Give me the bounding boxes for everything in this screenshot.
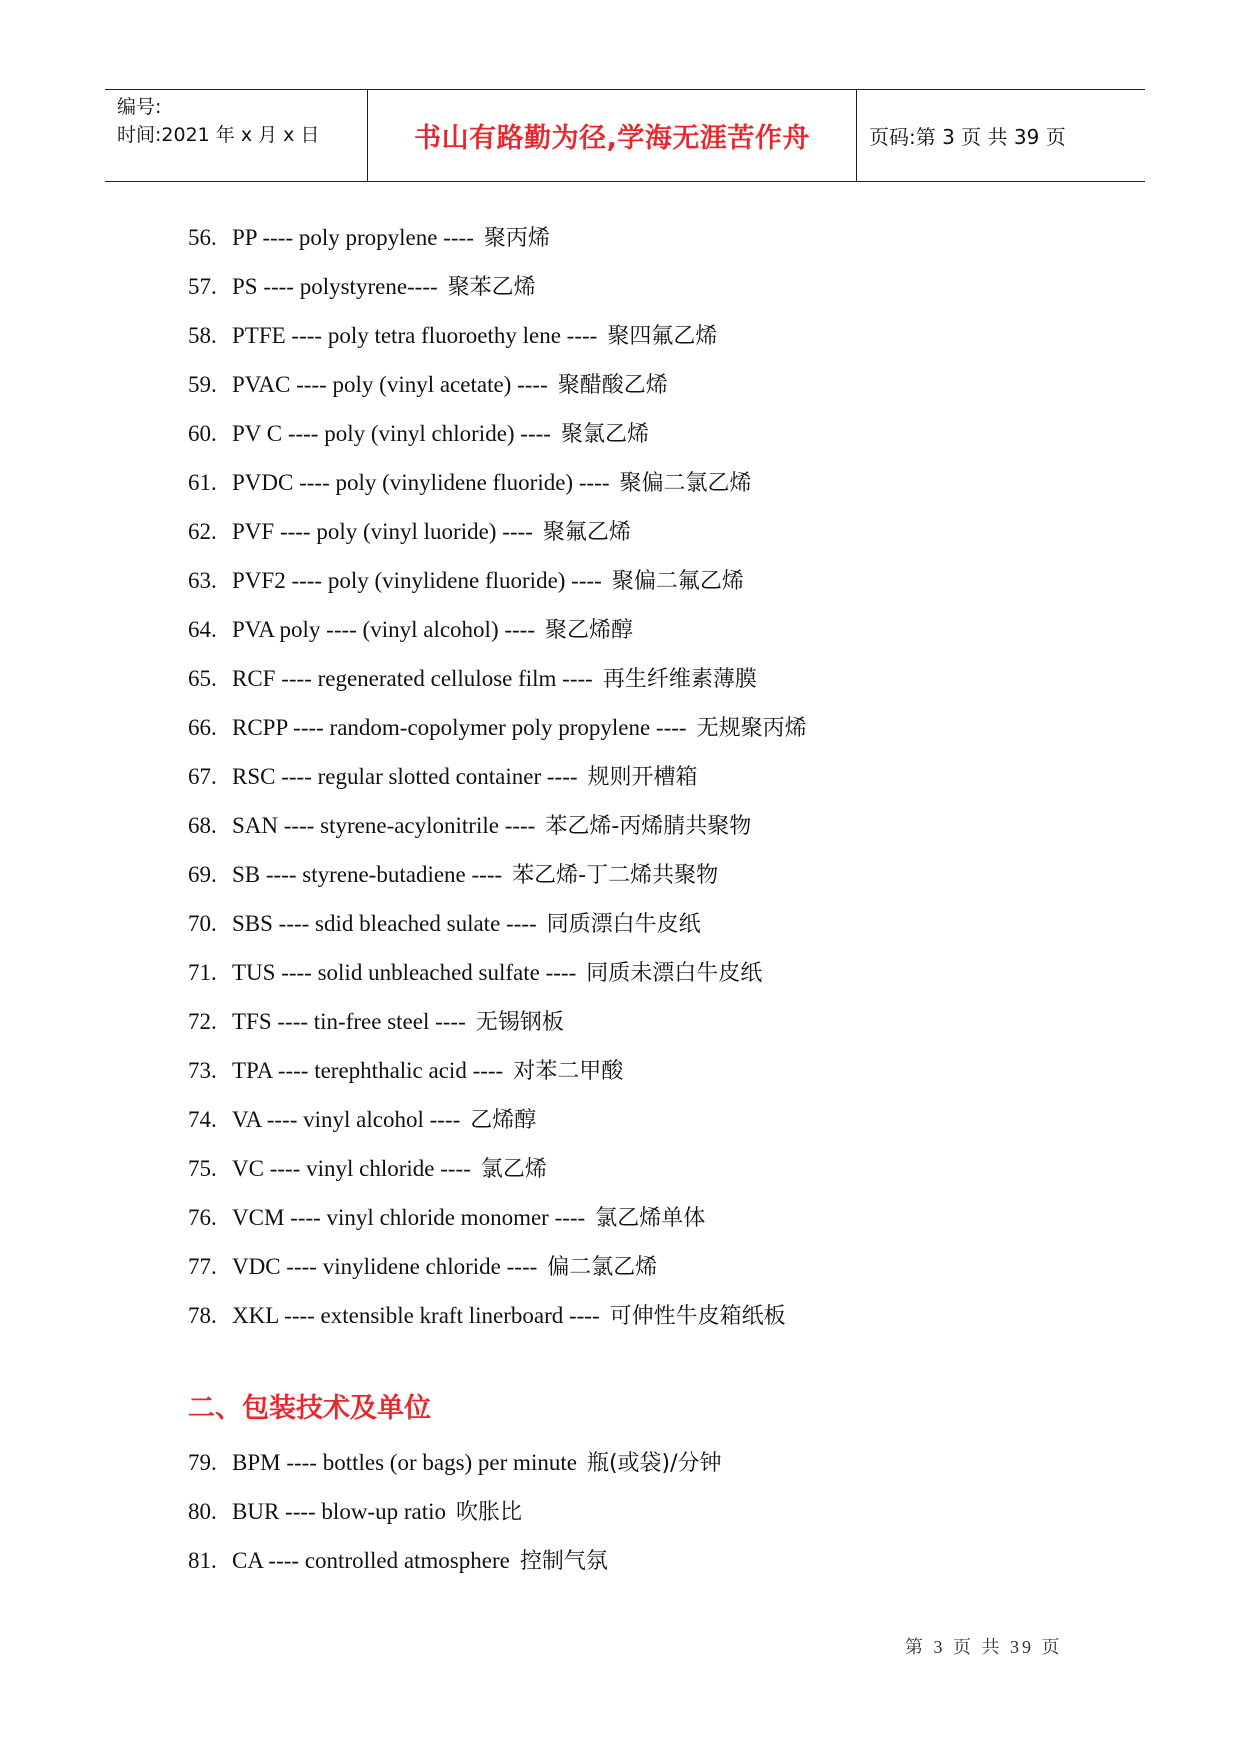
entry-chinese: 无锡钢板 — [475, 1010, 564, 1035]
page-footer: 第 3 页 共 39 页 — [905, 1637, 1063, 1657]
entry-english: BUR ---- blow-up ratio — [232, 1499, 446, 1524]
entry-english: TFS ---- tin-free steel ---- — [232, 1009, 466, 1034]
glossary-content — [188, 213, 1148, 1585]
time-label: 时间:2021 年 x 月 x 日 — [117, 124, 320, 146]
entry-chinese: 无规聚丙烯 — [696, 716, 807, 741]
entry-english: SB ---- styrene-butadiene ---- — [232, 862, 503, 887]
glossary-entry — [188, 948, 1148, 997]
entry-chinese: 可伸性牛皮箱纸板 — [609, 1304, 786, 1329]
glossary-entry — [188, 703, 1148, 752]
glossary-entry — [188, 556, 1148, 605]
entry-chinese: 乙烯醇 — [470, 1108, 537, 1133]
section-title: 二、包装技术及单位 — [188, 1393, 431, 1424]
entry-chinese: 吹胀比 — [456, 1500, 523, 1525]
entry-chinese: 控制气氛 — [519, 1549, 608, 1574]
entry-number: 79. — [188, 1450, 217, 1475]
entry-number: 78. — [188, 1303, 217, 1328]
glossary-entry — [188, 801, 1148, 850]
entry-number: 75. — [188, 1156, 217, 1181]
entry-chinese: 对苯二甲酸 — [513, 1059, 624, 1084]
header-motto: 书山有路勤为径,学海无涯苦作舟 — [367, 90, 857, 181]
entry-number: 70. — [188, 911, 217, 936]
entry-english: RCPP ---- random-copolymer poly propylene ---- — [232, 715, 687, 740]
glossary-list-2 — [188, 1438, 1148, 1585]
entry-number: 72. — [188, 1009, 217, 1034]
entry-number: 66. — [188, 715, 217, 740]
entry-english: SBS ---- sdid bleached sulate ---- — [232, 911, 537, 936]
entry-english: SAN ---- styrene-acylonitrile ---- — [232, 813, 536, 838]
entry-chinese: 聚偏二氟乙烯 — [611, 569, 744, 594]
entry-english: PTFE ---- poly tetra fluoroethy lene ---- — [232, 323, 598, 348]
entry-english: PVAC ---- poly (vinyl acetate) ---- — [232, 372, 548, 397]
entry-english: CA ---- controlled atmosphere — [232, 1548, 510, 1573]
entry-number: 73. — [188, 1058, 217, 1083]
entry-number: 60. — [188, 421, 217, 446]
entry-chinese: 苯乙烯-丙烯腈共聚物 — [545, 814, 752, 839]
entry-chinese: 同质未漂白牛皮纸 — [586, 961, 763, 986]
entry-english: VA ---- vinyl alcohol ---- — [232, 1107, 461, 1132]
glossary-entry — [188, 507, 1148, 556]
glossary-entry — [188, 1291, 1148, 1340]
entry-number: 62. — [188, 519, 217, 544]
serial-label: 编号: — [117, 96, 162, 118]
glossary-entry — [188, 1193, 1148, 1242]
entry-chinese: 聚氟乙烯 — [542, 520, 631, 545]
glossary-entry — [188, 458, 1148, 507]
glossary-entry — [188, 360, 1148, 409]
entry-english: PVDC ---- poly (vinylidene fluoride) ---- — [232, 470, 610, 495]
entry-english: PV C ---- poly (vinyl chloride) ---- — [232, 421, 551, 446]
entry-number: 61. — [188, 470, 217, 495]
entry-number: 69. — [188, 862, 217, 887]
glossary-entry — [188, 1536, 1148, 1585]
glossary-entry — [188, 409, 1148, 458]
entry-english: RCF ---- regenerated cellulose film ---- — [232, 666, 593, 691]
glossary-entry — [188, 213, 1148, 262]
entry-chinese: 聚四氟乙烯 — [607, 324, 718, 349]
entry-english: RSC ---- regular slotted container ---- — [232, 764, 578, 789]
entry-english: PP ---- poly propylene ---- — [232, 225, 474, 250]
entry-number: 67. — [188, 764, 217, 789]
entry-english: VCM ---- vinyl chloride monomer ---- — [232, 1205, 586, 1230]
glossary-list — [188, 213, 1148, 1340]
entry-chinese: 聚丙烯 — [483, 226, 550, 251]
entry-english: PVA poly ---- (vinyl alcohol) ---- — [232, 617, 535, 642]
glossary-entry — [188, 605, 1148, 654]
entry-chinese: 氯乙烯单体 — [595, 1206, 706, 1231]
entry-english: PVF ---- poly (vinyl luoride) ---- — [232, 519, 533, 544]
entry-chinese: 聚醋酸乙烯 — [557, 373, 668, 398]
entry-number: 81. — [188, 1548, 217, 1573]
entry-chinese: 瓶(或袋)/分钟 — [586, 1451, 722, 1476]
glossary-entry — [188, 899, 1148, 948]
entry-english: PVF2 ---- poly (vinylidene fluoride) ---- — [232, 568, 602, 593]
entry-english: TUS ---- solid unbleached sulfate ---- — [232, 960, 577, 985]
glossary-entry — [188, 1046, 1148, 1095]
entry-number: 58. — [188, 323, 217, 348]
entry-chinese: 偏二氯乙烯 — [547, 1255, 658, 1280]
entry-chinese: 氯乙烯 — [480, 1157, 547, 1182]
entry-english: VC ---- vinyl chloride ---- — [232, 1156, 471, 1181]
header-page-info: 页码:第 3 页 共 39 页 — [869, 125, 1066, 149]
header-meta — [105, 90, 367, 181]
glossary-entry — [188, 311, 1148, 360]
glossary-entry — [188, 752, 1148, 801]
entry-chinese: 规则开槽箱 — [587, 765, 698, 790]
entry-chinese: 聚苯乙烯 — [447, 275, 536, 300]
glossary-entry — [188, 850, 1148, 899]
entry-chinese: 聚偏二氯乙烯 — [619, 471, 752, 496]
entry-number: 65. — [188, 666, 217, 691]
entry-english: VDC ---- vinylidene chloride ---- — [232, 1254, 538, 1279]
entry-chinese: 同质漂白牛皮纸 — [546, 912, 701, 937]
entry-number: 68. — [188, 813, 217, 838]
glossary-entry — [188, 1095, 1148, 1144]
glossary-entry — [188, 1144, 1148, 1193]
entry-number: 74. — [188, 1107, 217, 1132]
entry-number: 77. — [188, 1254, 217, 1279]
entry-number: 63. — [188, 568, 217, 593]
glossary-entry — [188, 1487, 1148, 1536]
entry-number: 71. — [188, 960, 217, 985]
entry-english: PS ---- polystyrene---- — [232, 274, 438, 299]
entry-chinese: 再生纤维素薄膜 — [602, 667, 757, 692]
entry-chinese: 苯乙烯-丁二烯共聚物 — [512, 863, 719, 888]
entry-english: BPM ---- bottles (or bags) per minute — [232, 1450, 577, 1475]
glossary-entry — [188, 1438, 1148, 1487]
entry-english: XKL ---- extensible kraft linerboard ---- — [232, 1303, 600, 1328]
entry-chinese: 聚乙烯醇 — [545, 618, 634, 643]
entry-chinese: 聚氯乙烯 — [560, 422, 649, 447]
entry-english: TPA ---- terephthalic acid ---- — [232, 1058, 504, 1083]
entry-number: 57. — [188, 274, 217, 299]
entry-number: 59. — [188, 372, 217, 397]
entry-number: 80. — [188, 1499, 217, 1524]
entry-number: 64. — [188, 617, 217, 642]
glossary-entry — [188, 654, 1148, 703]
glossary-entry — [188, 262, 1148, 311]
entry-number: 56. — [188, 225, 217, 250]
glossary-entry — [188, 1242, 1148, 1291]
page-header — [105, 89, 1145, 182]
entry-number: 76. — [188, 1205, 217, 1230]
glossary-entry — [188, 997, 1148, 1046]
